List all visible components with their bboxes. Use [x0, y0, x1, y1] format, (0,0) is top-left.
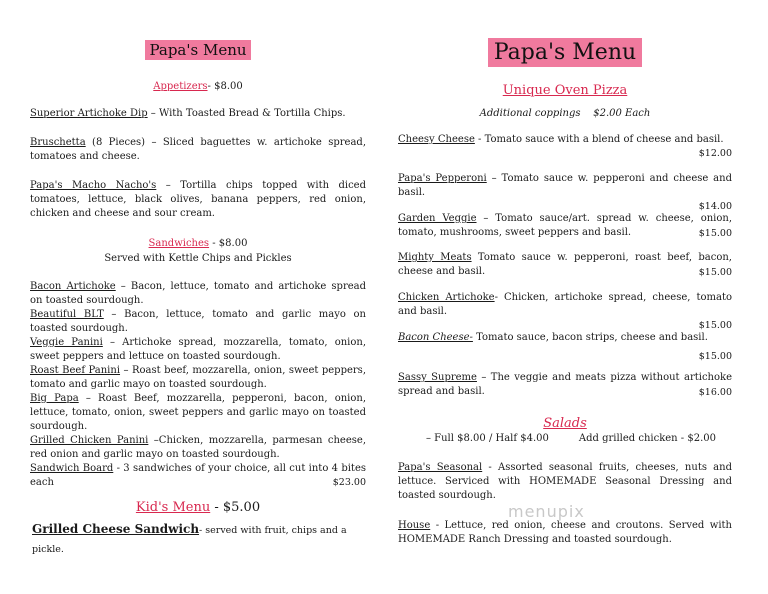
sandwich-item: [30, 364, 366, 392]
pizza-item: [398, 371, 732, 400]
salad-item: [398, 461, 732, 503]
pizza-price: $15.00: [698, 351, 732, 362]
pizza-price: $15.00: [698, 267, 732, 278]
sandwich-name: Beautiful BLT: [30, 309, 104, 320]
sandwich-desc: –Chicken, mozzarella, parmesan cheese, red onion and garlic mayo on toasted sourdough.: [30, 435, 366, 460]
salad-desc: - Assorted seasonal fruits, cheeses, nuts and lettuce. Serviced with HOMEMADE Seasonal Dressing and toasted sourdough.: [398, 462, 732, 501]
pizza-name: Cheesy Cheese: [398, 134, 475, 145]
sandwich-name: Big Papa: [30, 393, 79, 404]
pizza-heading: Unique Oven Pizza: [502, 83, 628, 98]
sandwich-name: Bacon Artichoke: [30, 281, 116, 292]
pizza-item: [398, 172, 732, 214]
salads-heading: Salads: [543, 416, 587, 431]
pizza-price: $16.00: [698, 387, 732, 398]
appetizers-heading-line: [30, 80, 366, 93]
pizza-name: Chicken Artichoke: [398, 292, 495, 303]
right-title: Papa's Menu: [488, 38, 642, 67]
pizza-subtitle: [398, 108, 732, 119]
pizza-item: [398, 212, 732, 241]
pizza-name: Papa's Pepperoni: [398, 173, 487, 184]
pizza-price: $14.00: [698, 201, 732, 212]
salads-prices: – Full $8.00 / Half $4.00: [426, 433, 549, 444]
sandwich-desc: – Roast beef, mozzarella, onion, sweet peppers, tomato and garlic mayo on toasted sourdough.: [30, 365, 366, 390]
appetizer-name: Papa's Macho Nacho's: [30, 180, 157, 191]
kids-item: [32, 518, 368, 556]
sandwich-board-price: $23.00: [332, 477, 366, 488]
sandwich-desc: – Roast Beef, mozzarella, pepperoni, bacon, onion, lettuce, tomato, onion, sweet peppers and garlic mayo on toasted sourdough.: [30, 393, 367, 432]
sandwich-desc: – Bacon, lettuce, tomato and garlic mayo on toasted sourdough.: [30, 309, 366, 334]
sandwich-name: Roast Beef Panini: [30, 365, 121, 376]
salads-prices-line: [426, 432, 726, 445]
appetizer-desc: – Tortilla chips topped with diced tomatoes, lettuce, black olives, banana peppers, red onion, chicken and cheese and sour cream.: [30, 180, 367, 219]
sandwich-desc: – Artichoke spread, mozzarella, tomato, onion, sweet peppers and lettuce on toasted sourdough.: [30, 337, 366, 362]
pizza-subtitle-label: Additional coppings: [479, 108, 581, 119]
pizza-subtitle-price: $2.00 Each: [593, 108, 651, 119]
sandwich-board-desc: - 3 sandwiches of your choice, all cut into 4 bites each: [30, 463, 367, 488]
appetizer-item: [30, 179, 366, 221]
sandwich-item: [30, 434, 366, 462]
pizza-price: $12.00: [698, 148, 732, 159]
sandwich-item: [30, 336, 366, 364]
pizza-item: [398, 133, 732, 161]
pizza-item: [398, 291, 732, 333]
sandwiches-heading: Sandwiches: [148, 238, 210, 249]
sandwich-list: [30, 280, 366, 488]
appetizer-desc: – With Toasted Bread & Tortilla Chips.: [147, 108, 346, 119]
pizza-name: Mighty Meats: [398, 252, 472, 263]
pizza-desc: Tomato sauce, bacon strips, cheese and basil.: [472, 332, 708, 343]
appetizers-heading: Appetizers: [153, 81, 208, 92]
salads-addon: Add grilled chicken - $2.00: [578, 433, 716, 444]
sandwich-name: Grilled Chicken Panini: [30, 435, 149, 446]
salad-name: House: [398, 520, 431, 531]
appetizer-item: [30, 136, 366, 164]
right-title-wrap: [398, 40, 732, 65]
pizza-name: Sassy Supreme: [398, 372, 477, 383]
left-title-wrap: [30, 40, 366, 59]
kids-item-desc: - served with fruit, chips and a pickle.: [32, 525, 347, 555]
appetizer-name: Superior Artichoke Dip: [30, 108, 148, 119]
sandwich-item: [30, 392, 366, 434]
sandwich-name: Veggie Panini: [30, 337, 103, 348]
pizza-name: Bacon Cheese-: [398, 332, 473, 343]
pizza-desc: – Tomato sauce/art. spread w. cheese, onion, tomato, mushrooms, sweet peppers and basil.: [398, 213, 732, 238]
pizza-desc: – The veggie and meats pizza without artichoke spread and basil.: [398, 372, 732, 397]
pizza-desc: – Tomato sauce w. pepperoni and cheese and basil.: [398, 173, 732, 198]
appetizer-item: [30, 107, 366, 121]
appetizers-price: - $8.00: [207, 81, 243, 92]
pizza-name: Garden Veggie: [398, 213, 477, 224]
sandwiches-price: - $8.00: [209, 238, 248, 249]
pizza-price: $15.00: [698, 228, 732, 239]
sandwich-item: [30, 308, 366, 336]
left-title: Papa's Menu: [145, 40, 250, 60]
pizza-desc: - Chicken, artichoke spread, cheese, tomato and basil.: [398, 292, 732, 317]
kids-item-name: Grilled Cheese Sandwich: [32, 522, 200, 536]
sandwiches-subtitle: Served with Kettle Chips and Pickles: [104, 253, 292, 264]
watermark: menupix: [508, 502, 585, 521]
appetizer-desc: (8 Pieces) – Sliced baguettes w. artichoke spread, tomatoes and cheese.: [30, 137, 366, 162]
pizza-price: $15.00: [698, 320, 732, 331]
sandwiches-heading-line: [30, 237, 366, 250]
sandwich-board-name: Sandwich Board: [30, 463, 114, 474]
kids-price: - $5.00: [210, 500, 261, 515]
sandwich-desc: – Bacon, lettuce, tomato and artichoke spread on toasted sourdough.: [30, 281, 367, 306]
salad-item: [398, 519, 732, 547]
sandwich-item: [30, 280, 366, 308]
pizza-desc: - Tomato sauce with a blend of cheese and basil.: [474, 134, 724, 145]
pizza-desc: Tomato sauce w. pepperoni, roast beef, bacon, cheese and basil.: [398, 252, 732, 277]
salad-desc: - Lettuce, red onion, cheese and croutons. Served with HOMEMADE Ranch Dressing and toasted sourdough.: [398, 520, 732, 545]
pizza-item: [398, 251, 732, 280]
salad-name: Papa's Seasonal: [398, 462, 483, 473]
pizza-item: [398, 331, 732, 364]
kids-heading: Kid's Menu: [135, 500, 211, 515]
kids-heading-line: [30, 500, 366, 515]
appetizer-name: Bruschetta: [30, 137, 86, 148]
